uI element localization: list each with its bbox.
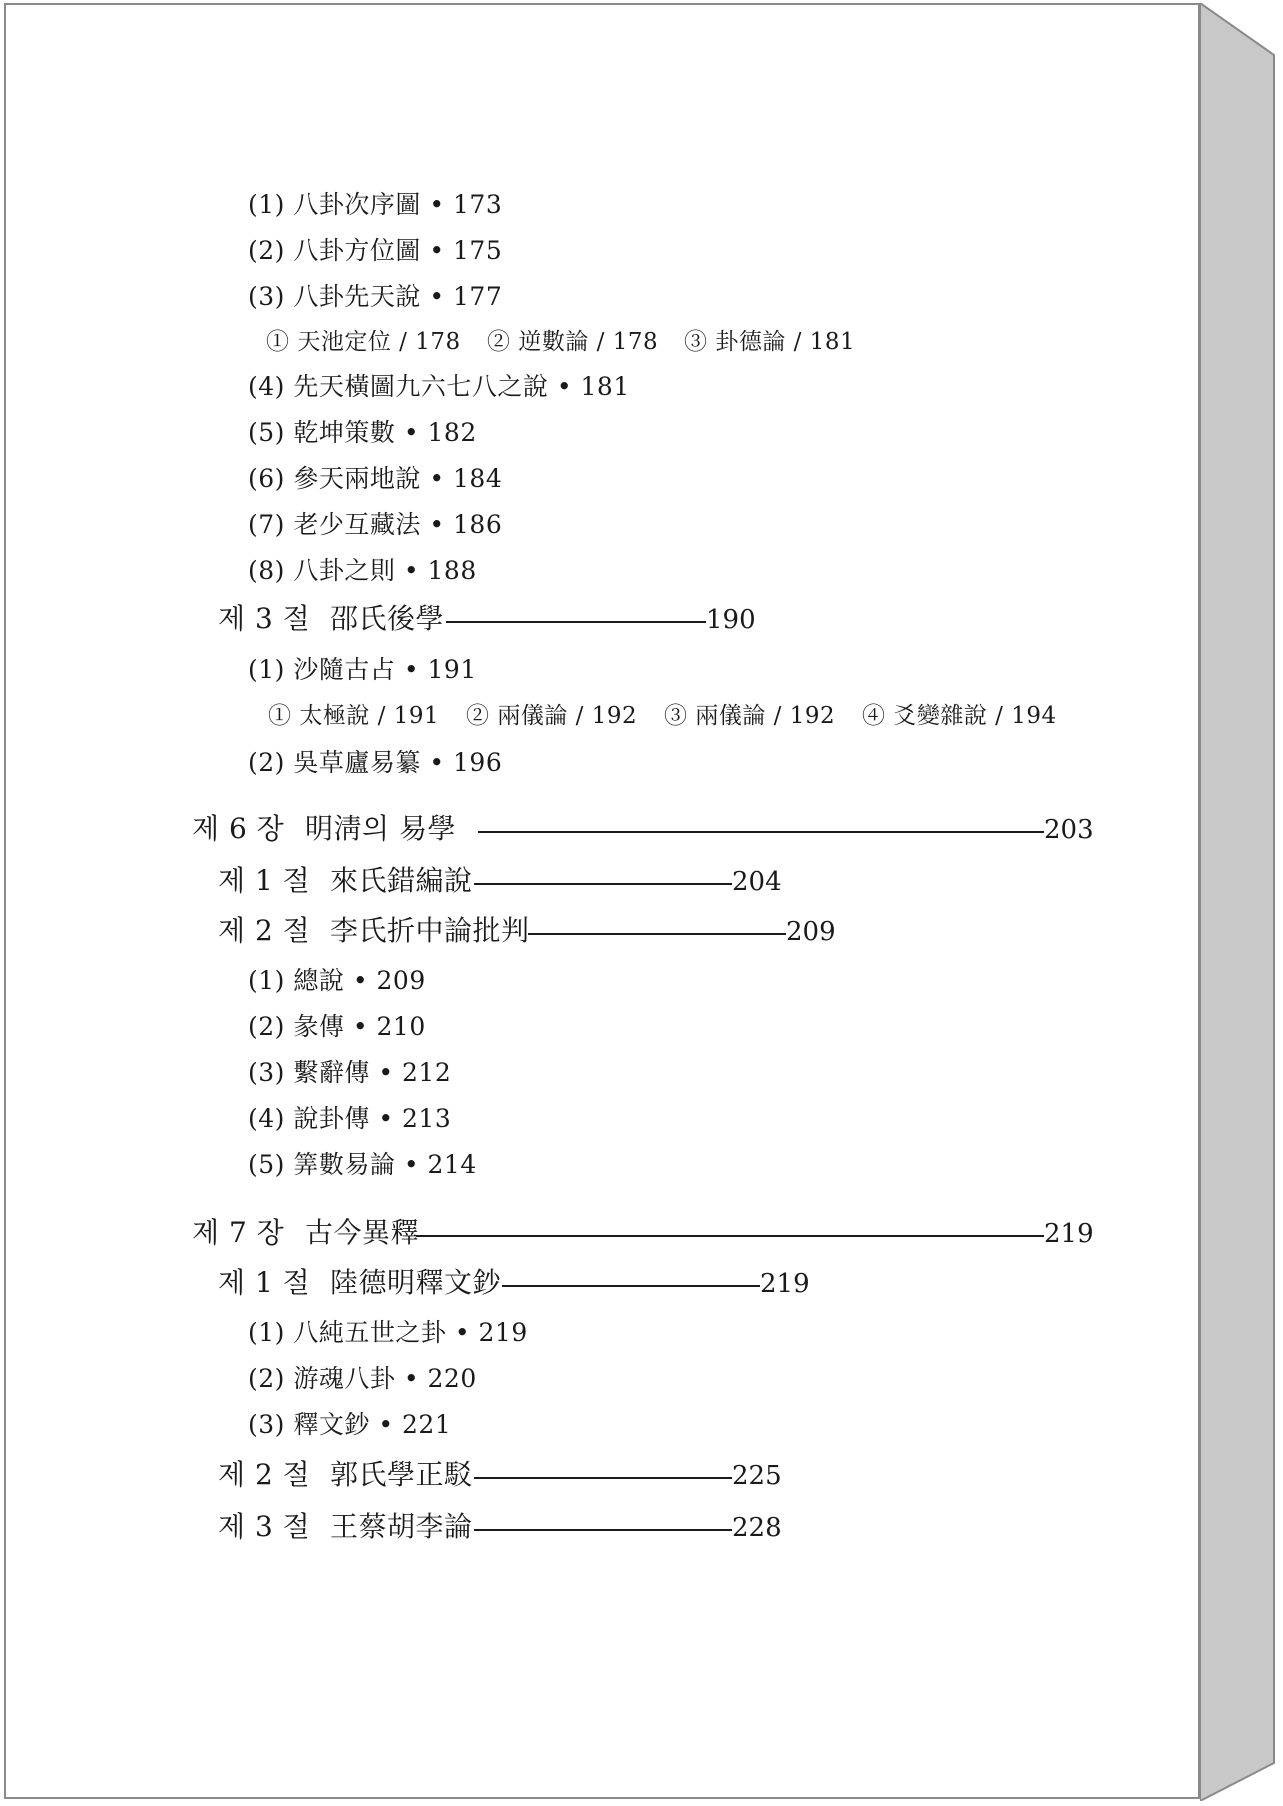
item-title: 八卦方位圖	[293, 236, 421, 265]
book-spine	[1200, 3, 1280, 1801]
subitem-page: 178	[415, 329, 461, 355]
subitem-number: ③	[664, 703, 688, 729]
toc-item[interactable]: (1) 八卦次序圖 • 173	[248, 190, 503, 219]
item-title: 參天兩地說	[293, 464, 421, 493]
section-label	[218, 1510, 310, 1544]
toc-item[interactable]: (8) 八卦之則 • 188	[248, 556, 477, 585]
subitem-page: 192	[789, 703, 836, 729]
item-title: 總說	[293, 966, 345, 995]
item-number: (2)	[248, 748, 285, 777]
chapter-title[interactable]	[305, 1216, 419, 1250]
toc-item[interactable]: (5) 筭數易論 • 214	[248, 1150, 477, 1179]
toc-item[interactable]: (6) 參天兩地說 • 184	[248, 464, 503, 493]
item-page: 210	[376, 1012, 426, 1041]
section-title[interactable]	[330, 1266, 501, 1300]
section-label	[218, 602, 310, 636]
section-page	[732, 865, 782, 899]
toc-item[interactable]: (1) 八純五世之卦 • 219	[248, 1318, 528, 1347]
toc-item[interactable]: (4) 先天橫圖九六七八之說 • 181	[248, 372, 630, 401]
heading-label: 제 6 장	[192, 812, 285, 845]
item-number: (1)	[248, 655, 285, 684]
subitem-title: 天池定位	[297, 329, 392, 355]
subitem-title: 逆數論	[518, 329, 589, 355]
leader-line	[478, 831, 1044, 833]
heading-page: 204	[732, 867, 782, 897]
subitem-page: 191	[393, 703, 440, 729]
heading-label: 제 3 절	[218, 1510, 311, 1543]
chapter-label	[192, 1216, 284, 1250]
subitem-number: ②	[487, 329, 511, 355]
subitem-number: ①	[266, 329, 290, 355]
item-page: 209	[376, 966, 426, 995]
item-page: 220	[427, 1364, 477, 1393]
item-page: 196	[453, 748, 503, 777]
section-title[interactable]	[330, 864, 473, 898]
toc-subitem[interactable]: ③ 卦德論 / 181	[684, 329, 856, 355]
item-title: 繫辭傳	[293, 1058, 370, 1087]
item-title: 釋文鈔	[293, 1410, 370, 1439]
item-title: 八卦之則	[293, 556, 396, 585]
section-label	[218, 914, 310, 948]
subitem-page: 192	[591, 703, 638, 729]
section-label	[218, 864, 310, 898]
heading-title: 李氏折中論批判	[330, 914, 530, 947]
toc-subitem[interactable]: ② 逆數論 / 178	[487, 329, 659, 355]
toc-subitem[interactable]: ③ 兩儀論 / 192	[664, 703, 836, 729]
chapter-page	[1044, 813, 1094, 847]
subitem-page: 181	[809, 329, 856, 355]
subitem-title: 兩儀論	[497, 703, 568, 729]
item-number: (2)	[248, 236, 285, 265]
toc-subitem[interactable]: ① 天池定位 / 178	[266, 329, 461, 355]
item-page: 173	[453, 190, 503, 219]
section-title[interactable]	[330, 1458, 473, 1492]
item-title: 彖傳	[293, 1012, 345, 1041]
item-number: (2)	[248, 1012, 285, 1041]
toc-item[interactable]: (1) 沙隨古占 • 191	[248, 655, 477, 684]
item-page: 181	[580, 372, 630, 401]
item-page: 184	[453, 464, 503, 493]
heading-page: 209	[786, 917, 836, 947]
item-title: 八純五世之卦	[293, 1318, 447, 1347]
leader-line	[474, 1477, 732, 1479]
heading-page: 203	[1044, 815, 1094, 845]
toc-item[interactable]: (3) 繫辭傳 • 212	[248, 1058, 452, 1087]
item-title: 游魂八卦	[293, 1364, 396, 1393]
item-page: 221	[402, 1410, 452, 1439]
heading-title: 來氏錯編說	[330, 864, 473, 897]
item-number: (4)	[248, 372, 285, 401]
leader-line	[446, 621, 706, 623]
subitem-number: ②	[466, 703, 490, 729]
heading-page: 219	[760, 1269, 810, 1299]
item-page: 214	[427, 1150, 477, 1179]
item-page: 213	[402, 1104, 452, 1133]
item-number: (5)	[248, 1150, 285, 1179]
toc-subitem[interactable]: ④ 爻變雜說 / 194	[862, 703, 1057, 729]
toc-item[interactable]: (1) 總說 • 209	[248, 966, 426, 995]
toc-item[interactable]: (4) 說卦傳 • 213	[248, 1104, 452, 1133]
heading-label: 제 7 장	[192, 1216, 285, 1249]
heading-label: 제 1 절	[218, 864, 311, 897]
item-title: 先天橫圖九六七八之說	[293, 372, 549, 401]
heading-page: 219	[1044, 1219, 1094, 1249]
item-number: (8)	[248, 556, 285, 585]
heading-page: 190	[706, 605, 756, 635]
item-page: 219	[478, 1318, 528, 1347]
leader-line	[474, 883, 732, 885]
heading-label: 제 2 절	[218, 914, 311, 947]
item-title: 筭數易論	[293, 1150, 396, 1179]
subitem-page: 194	[1011, 703, 1057, 729]
item-number: (5)	[248, 418, 285, 447]
chapter-label	[192, 812, 284, 846]
section-title[interactable]	[330, 914, 530, 948]
leader-line	[502, 1285, 760, 1287]
item-page: 212	[402, 1058, 452, 1087]
heading-page: 228	[732, 1513, 782, 1543]
toc-item[interactable]: (2) 八卦方位圖 • 175	[248, 236, 503, 265]
heading-label: 제 3 절	[218, 602, 311, 635]
toc-item[interactable]: (2) 彖傳 • 210	[248, 1012, 426, 1041]
section-page	[732, 1511, 782, 1545]
section-label	[218, 1266, 310, 1300]
section-page	[706, 603, 756, 637]
item-number: (1)	[248, 1318, 285, 1347]
heading-page: 225	[732, 1461, 782, 1491]
item-number: (2)	[248, 1364, 285, 1393]
heading-title: 王蔡胡李論	[330, 1510, 473, 1543]
toc-item[interactable]: (3) 八卦先天說 • 177	[248, 282, 503, 311]
section-page	[786, 915, 836, 949]
toc-item[interactable]: (3) 釋文鈔 • 221	[248, 1410, 452, 1439]
heading-title: 古今異釋	[305, 1216, 420, 1249]
item-number: (4)	[248, 1104, 285, 1133]
subitem-page: 178	[612, 329, 659, 355]
item-page: 175	[453, 236, 503, 265]
item-page: 186	[453, 510, 503, 539]
subitem-title: 兩儀論	[695, 703, 766, 729]
item-title: 八卦次序圖	[293, 190, 421, 219]
item-number: (1)	[248, 190, 285, 219]
item-title: 老少互藏法	[293, 510, 421, 539]
heading-label: 제 1 절	[218, 1266, 311, 1299]
item-title: 乾坤策數	[293, 418, 396, 447]
heading-title: 邵氏後學	[330, 602, 445, 635]
heading-label: 제 2 절	[218, 1458, 311, 1491]
item-page: 182	[427, 418, 477, 447]
item-page: 188	[427, 556, 477, 585]
item-number: (3)	[248, 1058, 285, 1087]
item-title: 沙隨古占	[293, 655, 396, 684]
item-number: (6)	[248, 464, 285, 493]
subitem-title: 爻變雜說	[893, 703, 988, 729]
item-title: 吳草廬易纂	[293, 748, 421, 777]
item-page: 191	[427, 655, 477, 684]
chapter-title[interactable]	[305, 812, 456, 846]
item-number: (7)	[248, 510, 285, 539]
subitem-number: ④	[862, 703, 886, 729]
item-number: (1)	[248, 966, 285, 995]
section-page	[732, 1459, 782, 1493]
subitem-title: 卦德論	[715, 329, 786, 355]
toc-item[interactable]: (2) 吳草廬易纂 • 196	[248, 748, 503, 777]
item-page: 177	[453, 282, 503, 311]
leader-line	[416, 1235, 1044, 1237]
toc-subitem[interactable]: ① 太極說 / 191	[268, 703, 440, 729]
item-number: (3)	[248, 282, 285, 311]
toc-item[interactable]: (7) 老少互藏法 • 186	[248, 510, 503, 539]
item-number: (3)	[248, 1410, 285, 1439]
section-title[interactable]	[330, 1510, 473, 1544]
leader-line	[474, 1529, 732, 1531]
toc-item[interactable]: (2) 游魂八卦 • 220	[248, 1364, 477, 1393]
heading-title: 郭氏學正駁	[330, 1458, 473, 1491]
heading-title: 陸德明釋文鈔	[330, 1266, 502, 1299]
section-title[interactable]	[330, 602, 444, 636]
section-page	[760, 1267, 810, 1301]
subitem-number: ③	[684, 329, 708, 355]
subitem-title: 太極說	[299, 703, 370, 729]
item-title: 說卦傳	[293, 1104, 370, 1133]
heading-title: 明淸의 易學	[305, 812, 456, 845]
section-label	[218, 1458, 310, 1492]
item-title: 八卦先天說	[293, 282, 421, 311]
subitem-number: ①	[268, 703, 292, 729]
leader-line	[528, 933, 786, 935]
toc-item[interactable]: (5) 乾坤策數 • 182	[248, 418, 477, 447]
chapter-page	[1044, 1217, 1094, 1251]
toc-subitem[interactable]: ② 兩儀論 / 192	[466, 703, 638, 729]
